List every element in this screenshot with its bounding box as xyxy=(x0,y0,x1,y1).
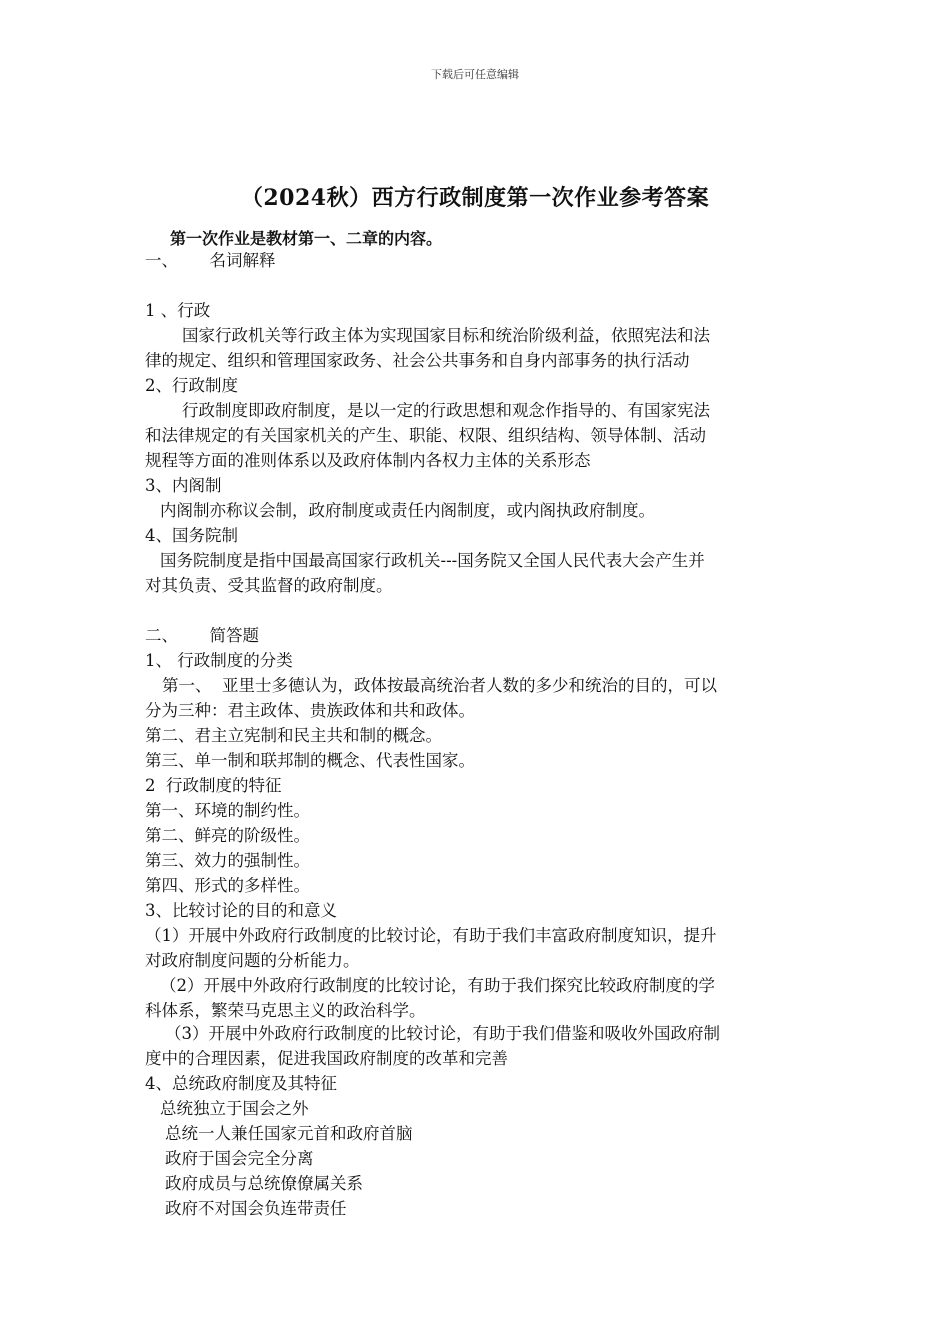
body-line: （1）开展中外政府行政制度的比较讨论，有助于我们丰富政府制度知识，提升 xyxy=(145,926,717,945)
body-line: 政府成员与总统僚僚属关系 xyxy=(165,1174,363,1193)
body-line: 1、 行政制度的分类 xyxy=(145,651,293,670)
body-line: 对政府制度问题的分析能力。 xyxy=(145,951,360,970)
body-line: 国务院制度是指中国最高国家行政机关---国务院又全国人民代表大会产生并 xyxy=(160,551,705,570)
document-subtitle: 第一次作业是教材第一、二章的内容。 xyxy=(170,229,443,248)
body-line: 第二、鲜亮的阶级性。 xyxy=(145,826,310,845)
body-line: 二、 简答题 xyxy=(145,626,259,645)
body-line: 2、行政制度 xyxy=(145,376,238,395)
body-line: 律的规定、组织和管理国家政务、社会公共事务和自身内部事务的执行活动 xyxy=(145,351,690,370)
body-line: 4、总统政府制度及其特征 xyxy=(145,1074,337,1093)
body-line: 规程等方面的准则体系以及政府体制内各权力主体的关系形态 xyxy=(145,451,591,470)
body-line: 第三、单一制和联邦制的概念、代表性国家。 xyxy=(145,751,475,770)
body-line: 第一、 亚里士多德认为，政体按最高统治者人数的多少和统治的目的，可以 xyxy=(162,676,717,695)
body-line: （2）开展中外政府行政制度的比较讨论，有助于我们探究比较政府制度的学 xyxy=(160,976,715,995)
body-line: 第四、形式的多样性。 xyxy=(145,876,310,895)
body-line: 总统独立于国会之外 xyxy=(160,1099,309,1118)
body-line: 3、比较讨论的目的和意义 xyxy=(145,901,337,920)
body-line: 1 、行政 xyxy=(145,301,211,320)
body-line: 第一、环境的制约性。 xyxy=(145,801,310,820)
body-line: 一、 名词解释 xyxy=(145,251,276,270)
body-line: 和法律规定的有关国家机关的产生、职能、权限、组织结构、领导体制、活动 xyxy=(145,426,706,445)
body-line: （3）开展中外政府行政制度的比较讨论，有助于我们借鉴和吸收外国政府制 xyxy=(165,1024,720,1043)
body-line: 第二、君主立宪制和民主共和制的概念。 xyxy=(145,726,442,745)
body-line: 政府不对国会负连带责任 xyxy=(165,1199,347,1218)
body-line: 度中的合理因素，促进我国政府制度的改革和完善 xyxy=(145,1049,508,1068)
body-line: 总统一人兼任国家元首和政府首脑 xyxy=(165,1124,413,1143)
body-line: 2 行政制度的特征 xyxy=(145,776,282,795)
body-line: 内阁制亦称议会制，政府制度或责任内阁制度，或内阁执政府制度。 xyxy=(160,501,655,520)
body-line: 对其负责、受其监督的政府制度。 xyxy=(145,576,393,595)
body-line: 国家行政机关等行政主体为实现国家目标和统治阶级利益，依照宪法和法 xyxy=(182,326,710,345)
body-line: 4、国务院制 xyxy=(145,526,238,545)
body-line: 分为三种：君主政体、贵族政体和共和政体。 xyxy=(145,701,475,720)
body-line: 3、内阁制 xyxy=(145,476,222,495)
body-line: 第三、效力的强制性。 xyxy=(145,851,310,870)
body-line: 科体系，繁荣马克思主义的政治科学。 xyxy=(145,1001,426,1020)
page-header: 下载后可任意编辑 xyxy=(431,68,519,81)
body-line: 行政制度即政府制度，是以一定的行政思想和观念作指导的、有国家宪法 xyxy=(182,401,710,420)
body-line: 政府于国会完全分离 xyxy=(165,1149,314,1168)
document-title: （2024秋）西方行政制度第一次作业参考答案 xyxy=(240,185,710,211)
